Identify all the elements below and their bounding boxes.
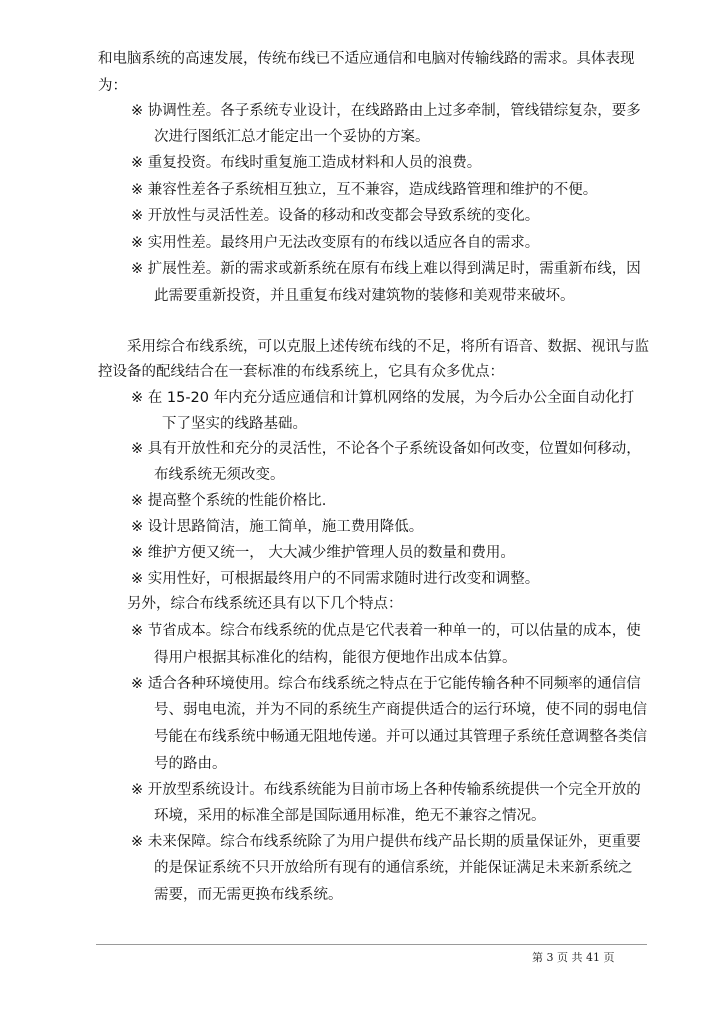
- drawback-compatibility: ※ 兼容性差各子系统相互独立，互不兼容，造成线路管理和维护的不便。: [131, 182, 598, 198]
- feature-future-proof-line-3: 需要，而无需更换布线系统。: [154, 887, 343, 903]
- feature-environment-line-4: 号的路由。: [154, 756, 227, 772]
- advantage-maintenance: ※ 维护方便又统一， 大大减少维护管理人员的数量和费用。: [131, 545, 515, 561]
- advantage-cost-performance: ※ 提高整个系统的性能价格比.: [131, 493, 327, 509]
- feature-cost-saving-line-1: ※ 节省成本。综合布线系统的优点是它代表着一种单一的，可以估量的成本，使: [131, 623, 641, 639]
- drawback-expandability-line-1: ※ 扩展性差。新的需求或新系统在原有布线上难以得到满足时，需重新布线，因: [131, 261, 641, 277]
- drawback-coordination-line-2: 次进行图纸汇总才能定出一个妥协的方案。: [154, 129, 430, 145]
- advantages-intro-line-2: 控设备的配线结合在一套标准的布线系统上，它具有众多优点：: [98, 364, 504, 380]
- advantage-flexibility-line-1: ※ 具有开放性和充分的灵活性，不论各个子系统设备如何改变，位置如何移动，: [131, 441, 641, 457]
- advantage-flexibility-line-2: 布线系统无须改变。: [154, 467, 285, 483]
- feature-environment-line-1: ※ 适合各种环境使用。综合布线系统之特点在于它能传输各种不同频率的通信信: [131, 676, 641, 692]
- advantage-practicality: ※ 实用性好，可根据最终用户的不同需求随时进行改变和调整。: [131, 571, 540, 587]
- feature-cost-saving-line-2: 得用户根据其标准化的结构，能很方便地作出成本估算。: [154, 650, 517, 666]
- feature-environment-line-3: 号能在布线系统中畅通无阻地传递。并可以通过其管理子系统任意调整各类信: [154, 729, 647, 745]
- feature-open-design-line-1: ※ 开放型系统设计。布线系统能为目前市场上各种传输系统提供一个完全开放的: [131, 782, 641, 798]
- footer-divider: [96, 944, 647, 945]
- drawback-duplicate-investment: ※ 重复投资。布线时重复施工造成材料和人员的浪费。: [131, 155, 482, 171]
- feature-open-design-line-2: 环境，采用的标准全部是国际通用标准，绝无不兼容之情况。: [154, 808, 546, 824]
- drawback-practicality: ※ 实用性差。最终用户无法改变原有的布线以适应各自的需求。: [131, 235, 540, 251]
- intro-line-1: 和电脑系统的高速发展，传统布线已不适应通信和电脑对传输线路的需求。具体表现: [98, 51, 635, 67]
- advantages-intro-line-1: 采用综合布线系统，可以克服上述传统布线的不足，将所有语音、数据、视讯与监: [127, 339, 649, 355]
- intro-line-2: 为：: [98, 78, 127, 94]
- page-number: 第 3 页 共 41 页: [532, 951, 615, 964]
- feature-future-proof-line-2: 的是保证系统不只开放给所有现有的通信系统，并能保证满足未来新系统之: [154, 860, 633, 876]
- features-intro: 另外，综合布线系统还具有以下几个特点：: [127, 596, 403, 612]
- drawback-expandability-line-2: 此需要重新投资，并且重复布线对建筑物的装修和美观带来破坏。: [154, 288, 575, 304]
- advantage-adaptability-line-1: ※ 在 15-20 年内充分适应通信和计算机网络的发展，为今后办公全面自动化打: [131, 390, 635, 406]
- feature-future-proof-line-1: ※ 未来保障。综合布线系统除了为用户提供布线产品长期的质量保证外，更重要: [131, 834, 641, 850]
- drawback-openness: ※ 开放性与灵活性差。设备的移动和改变都会导致系统的变化。: [131, 208, 540, 224]
- feature-environment-line-2: 号、弱电电流，并为不同的系统生产商提供适合的运行环境，使不同的弱电信: [154, 702, 647, 718]
- advantage-simple-design: ※ 设计思路简洁，施工简单，施工费用降低。: [131, 519, 424, 535]
- advantage-adaptability-line-2: 下了坚实的线路基础。: [162, 416, 307, 432]
- drawback-coordination-line-1: ※ 协调性差。各子系统专业设计，在线路路由上过多牵制，管线错综复杂，要多: [131, 103, 641, 119]
